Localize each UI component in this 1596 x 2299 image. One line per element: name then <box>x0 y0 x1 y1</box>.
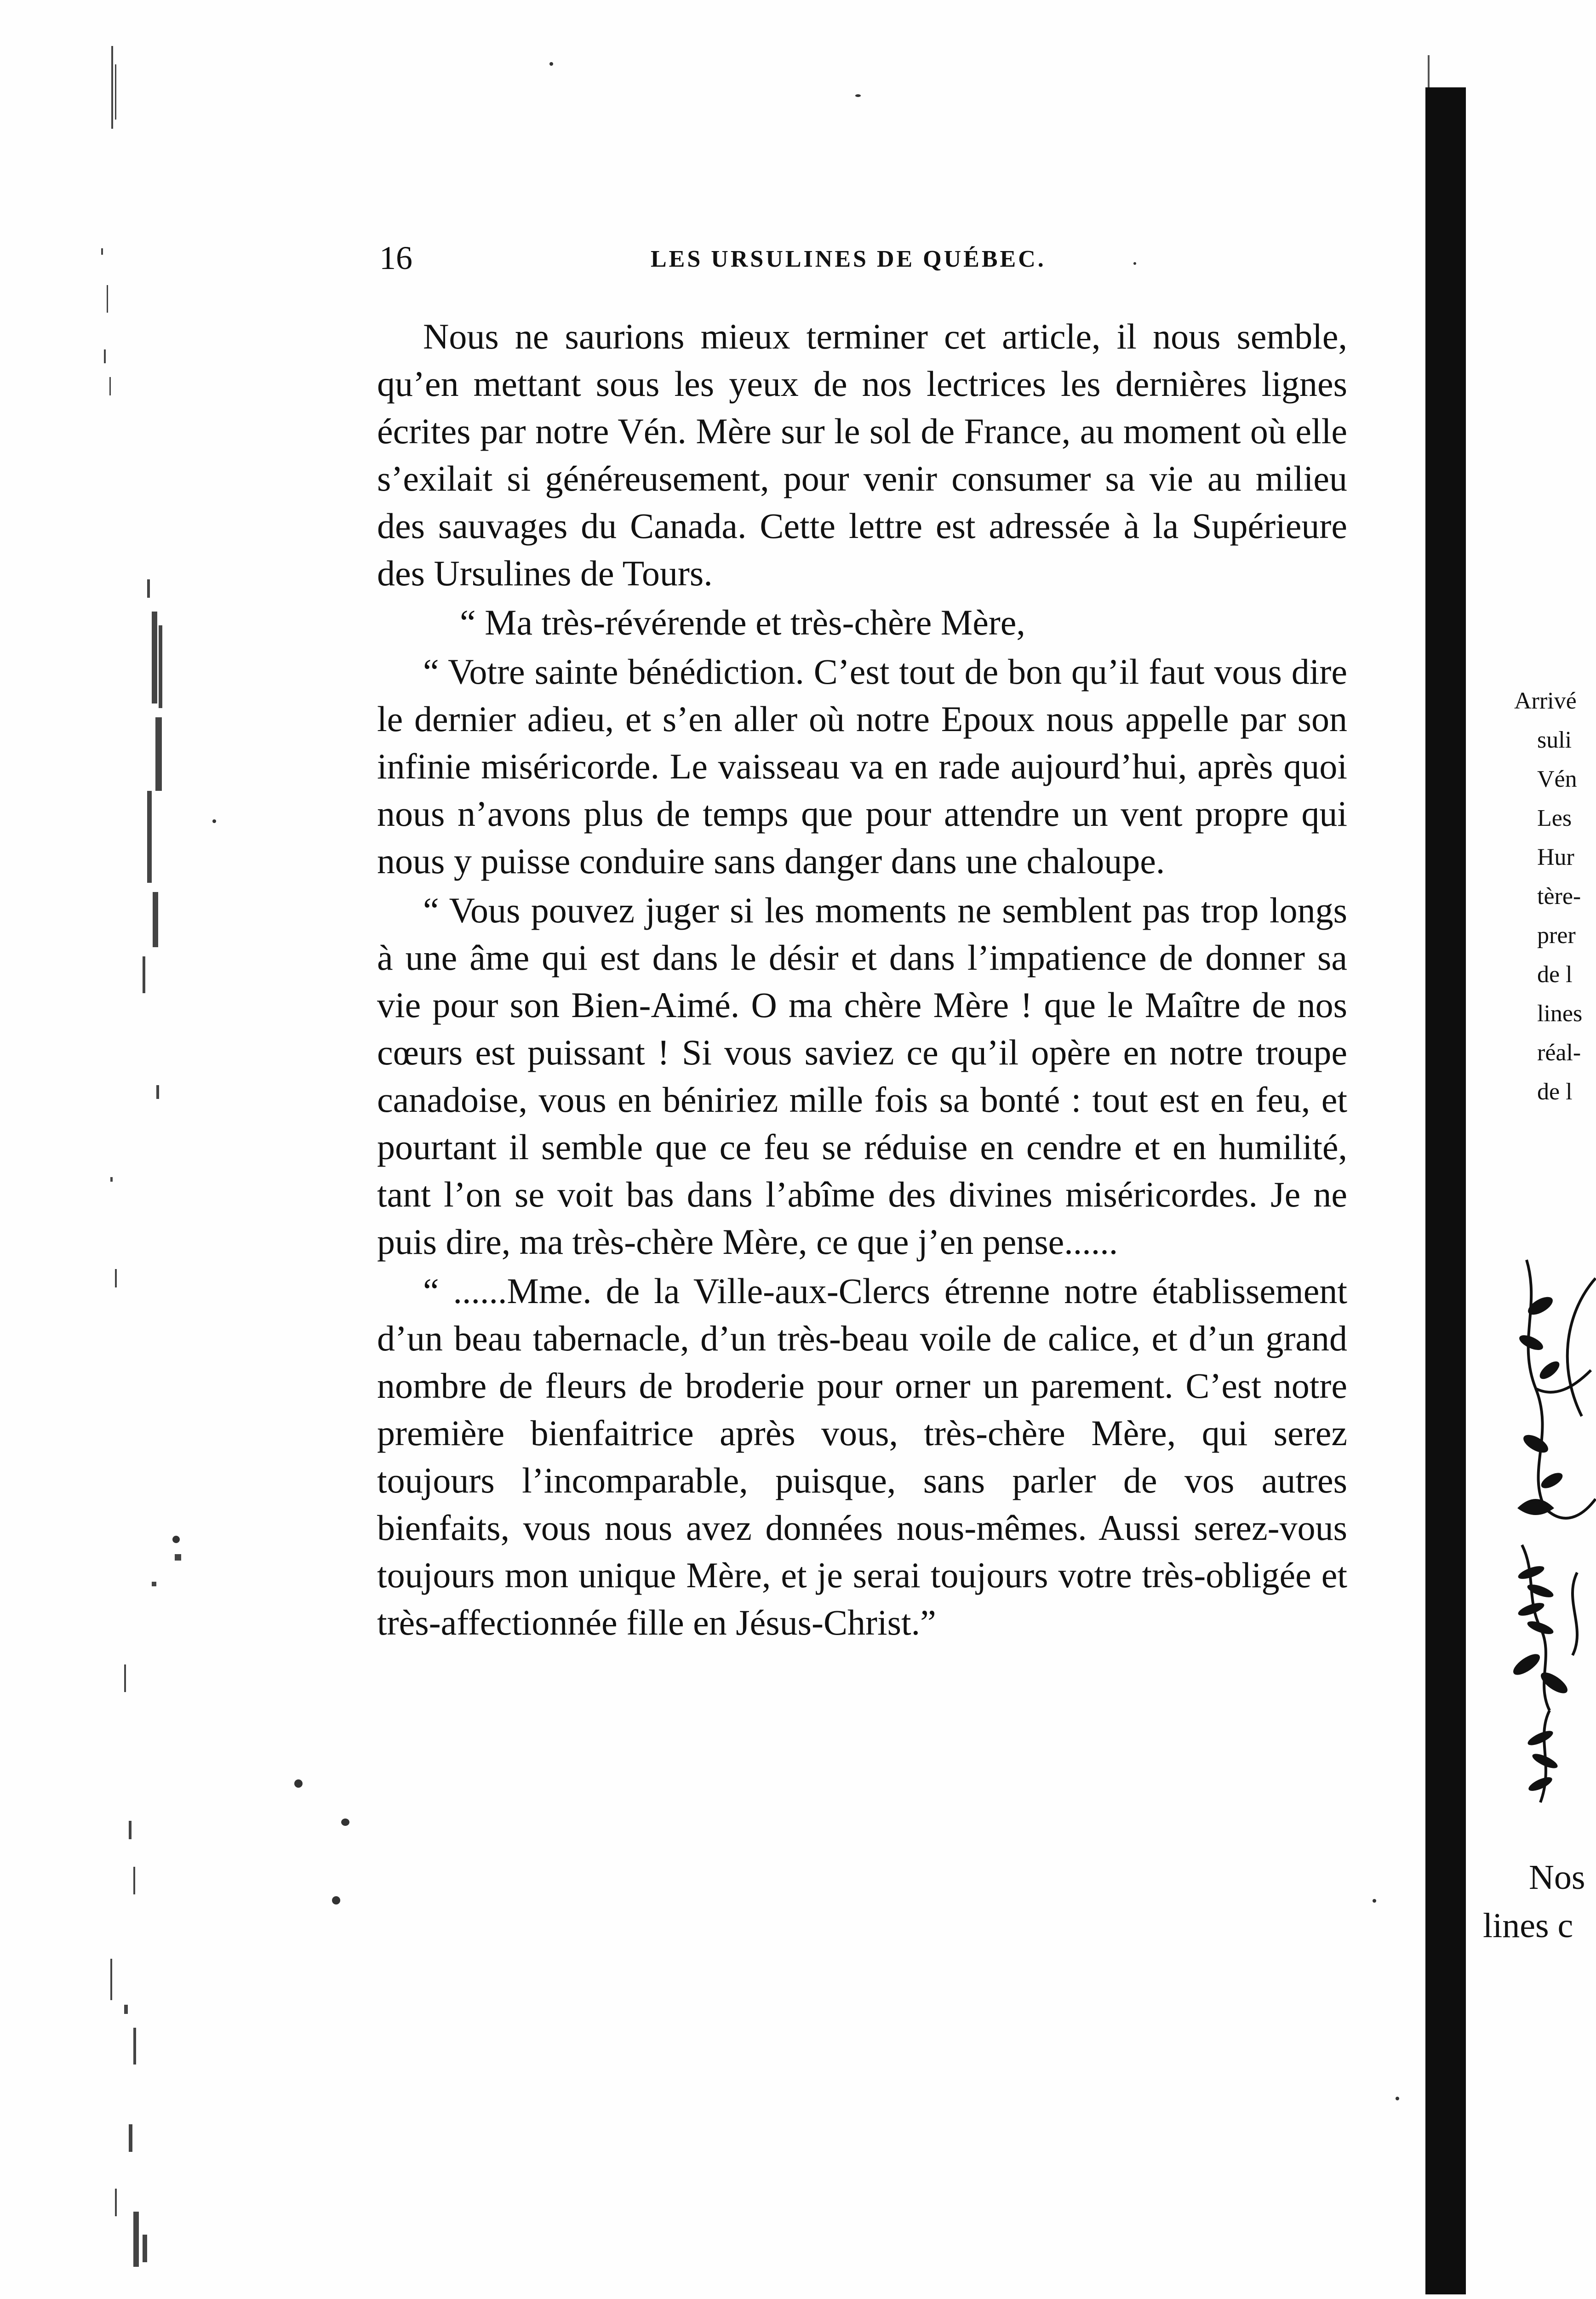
facing-line: Hur <box>1537 844 1574 870</box>
paragraph-intro: Nous ne saurions mieux terminer cet article, il nous semble, qu’en mettant sous les yeux de nos lectrices les dernières lignes écrites par notre Vén. Mère sur le sol de France, au moment où elle s’exilait si généreusement, pour venir consumer sa vie au milieu des sauvages du Canada. Cette lettre est adressée à la Supérieure des Ursulines de Tours. <box>377 316 1347 593</box>
facing-line: Les <box>1537 805 1572 831</box>
binding-gutter <box>1425 87 1466 2294</box>
ink-speck <box>855 94 861 97</box>
facing-line: Vén <box>1537 766 1577 792</box>
ink-speck <box>172 1536 180 1543</box>
ink-speck <box>341 1819 349 1826</box>
facing-line: lines c <box>1483 1906 1573 1945</box>
facing-line: lines <box>1537 1001 1583 1027</box>
letter-paragraph: “ Vous pouvez juger si les moments ne semblent pas trop longs à une âme qui est dans le désir et dans l’impatience de donner sa vie pour son Bien-Aimé. O ma chère Mère ! que le Maître de nos cœurs est puissant ! Si vous saviez ce qu’il opère en notre troupe canadoise, vous en béniriez mille fois sa bonté : tout est en feu, et pourtant il semble que ce feu se réduise en cendre et en humilité, tant l’on se voit bas dans l’abîme des divines miséricordes. Je ne puis dire, ma très-chère Mère, ce que j’en pense...... <box>377 890 1347 1262</box>
letter-salutation: “ Ma très-révérende et très-chère Mère, <box>460 602 1025 642</box>
facing-line: de l <box>1537 961 1573 988</box>
letter-paragraph: “ ......Mme. de la Ville-aux-Clercs étrenne notre établissement d’un beau tabernacle, d’un très-beau voile de calice, et d’un grand nombre de fleurs de broderie pour orner un parement. C’est notre première bienfaitrice après vous, très-chère Mère, qui serez toujours l’incomparable, puisque, sans parler de vos autres bienfaits, vous nous avez données nous-mêmes. Aussi serez-vous toujours mon unique Mère, et je serai toujours votre très-obligée et très-affectionnée fille en Jésus-Christ.” <box>377 1271 1347 1642</box>
ink-speck <box>332 1896 340 1904</box>
facing-line: Arrivé <box>1514 688 1577 714</box>
ink-speck <box>212 819 216 823</box>
ink-speck <box>549 62 553 66</box>
ink-speck <box>1396 2097 1399 2100</box>
running-header <box>379 239 1345 290</box>
facing-line: Nos <box>1529 1858 1585 1897</box>
facing-line: réal- <box>1537 1040 1581 1066</box>
facing-line: suli <box>1537 727 1572 753</box>
margin-scan-noise <box>83 28 202 2299</box>
facing-line: prer <box>1537 922 1576 949</box>
ink-speck <box>294 1779 303 1788</box>
body-text <box>377 313 1347 1648</box>
facing-line: de l <box>1537 1079 1573 1105</box>
facing-line: tère- <box>1537 883 1581 909</box>
floral-ornament-illustration <box>1508 1251 1596 1812</box>
facing-page <box>1469 0 1596 2299</box>
binding-edge <box>1428 55 1430 92</box>
letter-paragraph: “ Votre sainte bénédiction. C’est tout de bon qu’il faut vous dire le dernier adieu, et s’en aller où notre Epoux nous appelle par son infinie miséricorde. Le vaisseau va en rade aujourd’hui, après quoi nous n’avons plus de temps que pour attendre un vent propre qui nous y puisse conduire sans danger dans une chaloupe. <box>377 652 1347 881</box>
running-title: LES URSULINES DE QUÉBEC. <box>651 246 1046 272</box>
ink-speck <box>1373 1899 1376 1903</box>
page-number: 16 <box>379 240 412 276</box>
